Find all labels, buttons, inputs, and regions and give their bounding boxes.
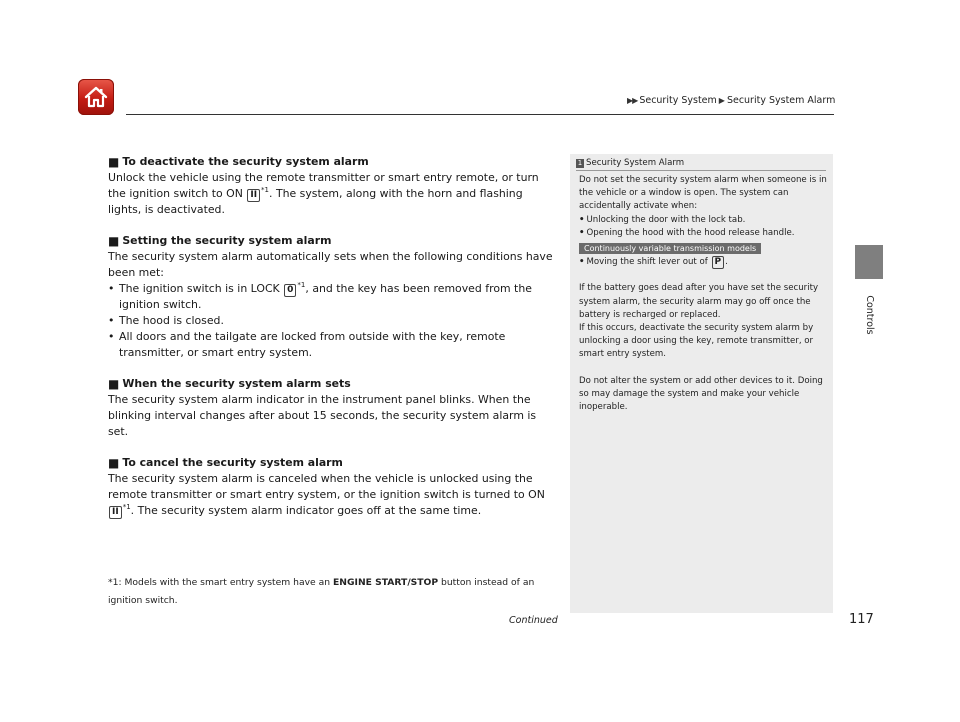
breadcrumb xyxy=(627,95,835,106)
sidebar-bullet xyxy=(579,214,829,227)
arrow-icon: ▶ xyxy=(718,96,725,105)
park-key-icon: P xyxy=(712,256,725,269)
home-icon xyxy=(83,85,109,109)
model-tag: Continuously variable transmission models xyxy=(579,243,761,254)
section-heading xyxy=(108,455,556,471)
page-number: 117 xyxy=(849,612,874,627)
sidebar-title-text: Security System Alarm xyxy=(586,158,685,168)
square-bullet-icon: ■ xyxy=(108,155,120,169)
section-alarm-sets xyxy=(108,376,556,440)
ignition-on-key-icon: II xyxy=(247,189,260,202)
body-text: . The system, along with the horn and flashing lights, is deactivated. xyxy=(108,187,523,216)
square-bullet-icon: ■ xyxy=(108,377,120,391)
list-item: • All doors and the tailgate are locked from outside with the key, remote transmitter, or smart entry system. xyxy=(108,329,556,361)
section-cancel xyxy=(108,455,556,519)
section-tab-marker xyxy=(855,245,883,279)
sidebar-title[interactable] xyxy=(576,158,684,168)
sidebar-paragraph: If the battery goes dead after you have set the security system alarm, the security alarm may go off once the battery is recharged or replaced. xyxy=(579,283,819,320)
sidebar-bullet-text: Unlocking the door with the lock tab. xyxy=(586,214,746,225)
sidebar-bullet xyxy=(579,256,829,269)
condition-list xyxy=(108,281,556,361)
section-title: When the security system alarm sets xyxy=(122,377,351,390)
ignition-on-key-icon: II xyxy=(109,506,122,519)
section-title: To deactivate the security system alarm xyxy=(122,155,369,168)
section-heading xyxy=(108,233,556,249)
footnote-text: button instead of an ignition switch. xyxy=(108,577,535,606)
double-arrow-icon: ▶▶ xyxy=(627,96,638,105)
footnote-bold-text: ENGINE START/STOP xyxy=(333,577,439,588)
sidebar-paragraph: Do not alter the system or add other devices to it. Doing so may damage the system and make your vehicle inoperable. xyxy=(579,375,823,413)
main-content xyxy=(108,154,556,534)
note-number-icon: 1 xyxy=(577,158,583,167)
bullet-dot-icon: • xyxy=(579,214,585,225)
list-item xyxy=(108,281,556,313)
sidebar-paragraph: If this occurs, deactivate the security system alarm by unlocking a door using the key, remote transmitter, or smart entry system. xyxy=(579,323,814,360)
section-heading xyxy=(108,376,556,392)
section-body: The security system alarm indicator in the instrument panel blinks. When the blinking interval changes after about 15 seconds, the security system alarm is set. xyxy=(108,393,537,438)
sidebar-bullet-text: Opening the hood with the hood release handle. xyxy=(586,227,795,238)
sidebar-body xyxy=(579,174,829,414)
footnote-ref: *1 xyxy=(297,281,306,289)
body-text: . The security system alarm indicator goes off at the same time. xyxy=(130,504,482,517)
footnote-text: *1: Models with the smart entry system have an xyxy=(108,577,334,588)
square-bullet-icon: ■ xyxy=(108,456,120,470)
footnote-ref: *1 xyxy=(261,186,270,194)
header-divider xyxy=(126,114,834,115)
sidebar-note xyxy=(570,154,833,613)
body-text: The ignition switch is in LOCK xyxy=(119,282,280,295)
sidebar-bullet-text: Moving the shift lever out of xyxy=(586,257,708,268)
ignition-lock-key-icon: 0 xyxy=(284,284,296,297)
section-heading xyxy=(108,154,556,170)
home-button[interactable] xyxy=(78,79,114,115)
footnote xyxy=(108,574,558,610)
body-text: , and the key has been removed from the ignition switch. xyxy=(119,282,532,311)
square-bullet-icon: ■ xyxy=(108,234,120,248)
section-body xyxy=(108,170,556,218)
sidebar-bullet-text: . xyxy=(725,257,728,268)
body-text: Unlock the vehicle using the remote transmitter or smart entry remote, or turn the ignition switch to ON xyxy=(108,171,539,200)
sidebar-bullet xyxy=(579,227,829,240)
section-title: Setting the security system alarm xyxy=(122,234,332,247)
breadcrumb-item-security-system[interactable]: Security System xyxy=(639,95,717,106)
section-setting xyxy=(108,233,556,361)
list-item: • The hood is closed. xyxy=(108,313,556,329)
sidebar-divider xyxy=(576,170,826,171)
breadcrumb-item-security-system-alarm[interactable]: Security System Alarm xyxy=(726,95,836,106)
sidebar-paragraph: Do not set the security system alarm when someone is in the vehicle or a window is open. The system can accidentally activate when: xyxy=(579,175,827,212)
section-tab-label: Controls xyxy=(864,295,876,335)
footnote-ref: *1 xyxy=(122,503,131,511)
section-body: The security system alarm automatically sets when the following conditions have been met: xyxy=(108,250,553,279)
body-text: The security system alarm is canceled when the vehicle is unlocked using the remote transmitter or smart entry system, or the ignition switch is turned to ON xyxy=(108,472,545,501)
bullet-dot-icon: • xyxy=(579,257,585,268)
continued-label: Continued xyxy=(509,615,558,626)
section-deactivate xyxy=(108,154,556,218)
section-title: To cancel the security system alarm xyxy=(122,456,343,469)
bullet-dot-icon: • xyxy=(579,227,585,238)
section-body xyxy=(108,471,556,519)
